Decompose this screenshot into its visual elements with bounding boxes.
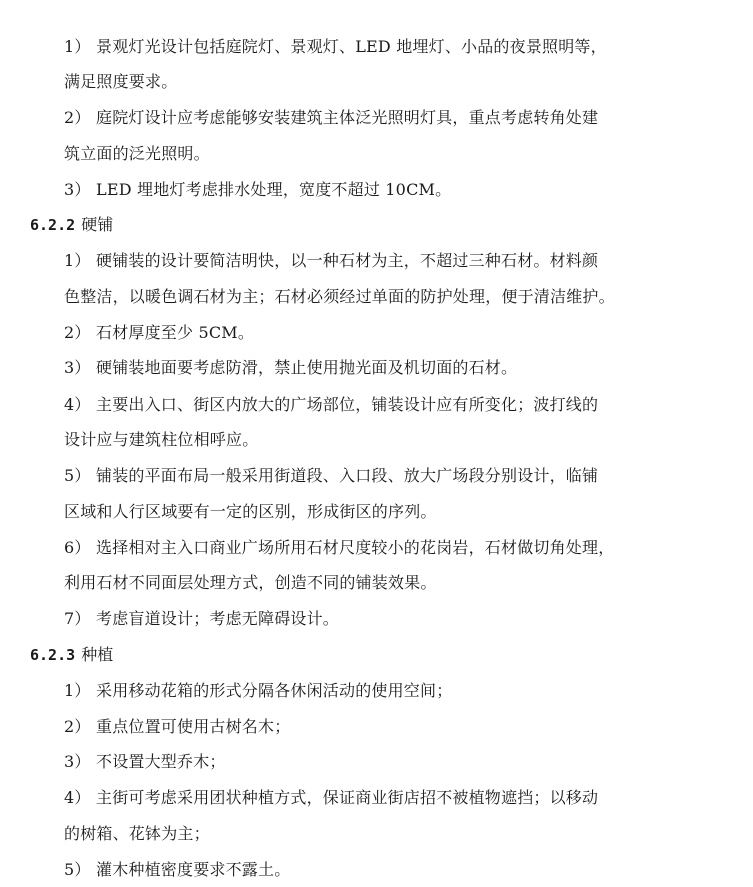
heading-number: 6.2.3 [30, 646, 76, 664]
item-number: 1） [64, 37, 91, 56]
heading-title: 硬铺 [81, 215, 114, 234]
heading-title: 种植 [81, 645, 114, 664]
item-number: 5） [64, 466, 91, 485]
list-item-continuation [64, 72, 177, 92]
list-item-paving-5 [64, 466, 598, 486]
list-item-planting-4 [64, 788, 598, 808]
list-item-lighting-2 [64, 108, 598, 128]
list-item-paving-2 [64, 323, 254, 343]
list-item-planting-1 [64, 681, 452, 701]
list-item-continuation [64, 573, 437, 593]
list-item-continuation [64, 144, 210, 164]
item-text: 重点位置可使用古树名木； [96, 717, 291, 736]
item-number: 2） [64, 323, 91, 342]
list-item-continuation [64, 502, 437, 522]
item-text: 主街可考虑采用团状种植方式，保证商业街店招不被植物遮挡；以移动 [96, 788, 599, 807]
item-text: 的树箱、花钵为主； [64, 824, 210, 843]
item-text: 满足照度要求。 [64, 72, 178, 91]
item-number: 3） [64, 180, 91, 199]
item-number: 3） [64, 358, 91, 377]
item-text: 选择相对主入口商业广场所用石材尺度较小的花岗岩，石材做切角处理， [96, 538, 615, 557]
list-item-lighting-1 [64, 37, 607, 57]
item-text: 采用移动花箱的形式分隔各休闲活动的使用空间； [96, 681, 453, 700]
item-number: 4） [64, 788, 91, 807]
item-text: 铺装的平面布局一般采用街道段、入口段、放大广场段分别设计，临铺 [96, 466, 599, 485]
item-text: 考虑盲道设计；考虑无障碍设计。 [96, 609, 340, 628]
item-text: 硬铺装的设计要简洁明快，以一种石材为主，不超过三种石材。材料颜 [96, 251, 599, 270]
list-item-continuation [64, 287, 615, 307]
item-text: 色整洁，以暖色调石材为主；石材必须经过单面的防护处理，便于清洁维护。 [64, 287, 615, 306]
item-number: 4） [64, 395, 91, 414]
item-number: 3） [64, 752, 91, 771]
item-number: 1） [64, 251, 91, 270]
item-text: 石材厚度至少 5CM。 [96, 323, 255, 342]
item-text: 硬铺装地面要考虑防滑，禁止使用抛光面及机切面的石材。 [96, 358, 518, 377]
item-number: 1） [64, 681, 91, 700]
item-text: 设计应与建筑柱位相呼应。 [64, 430, 259, 449]
item-text: 主要出入口、街区内放大的广场部位，铺装设计应有所变化；波打线的 [96, 395, 599, 414]
list-item-paving-4 [64, 395, 598, 415]
section-heading-paving [30, 215, 113, 235]
item-text: LED 埋地灯考虑排水处理，宽度不超过 10CM。 [96, 180, 452, 199]
item-text: 灌木种植密度要求不露土。 [96, 860, 291, 879]
item-text: 筑立面的泛光照明。 [64, 144, 210, 163]
list-item-planting-3 [64, 752, 226, 772]
list-item-paving-3 [64, 358, 517, 378]
list-item-planting-5 [64, 860, 290, 880]
list-item-paving-1 [64, 251, 598, 271]
item-text: 区域和人行区域要有一定的区别，形成街区的序列。 [64, 502, 437, 521]
section-heading-planting [30, 645, 113, 665]
item-text: 景观灯光设计包括庭院灯、景观灯、LED 地埋灯、小品的夜景照明等， [96, 37, 607, 56]
list-item-planting-2 [64, 717, 290, 737]
item-number: 6） [64, 538, 91, 557]
list-item-continuation [64, 824, 210, 844]
item-text: 利用石材不同面层处理方式，创造不同的铺装效果。 [64, 573, 437, 592]
heading-number: 6.2.2 [30, 216, 76, 234]
item-number: 7） [64, 609, 91, 628]
item-number: 2） [64, 717, 91, 736]
item-number: 5） [64, 860, 91, 879]
list-item-paving-6 [64, 538, 614, 558]
item-number: 2） [64, 108, 91, 127]
item-text: 庭院灯设计应考虑能够安装建筑主体泛光照明灯具，重点考虑转角处建 [96, 108, 599, 127]
list-item-lighting-3 [64, 180, 451, 200]
item-text: 不设置大型乔木； [96, 752, 226, 771]
list-item-paving-7 [64, 609, 339, 629]
list-item-continuation [64, 430, 258, 450]
